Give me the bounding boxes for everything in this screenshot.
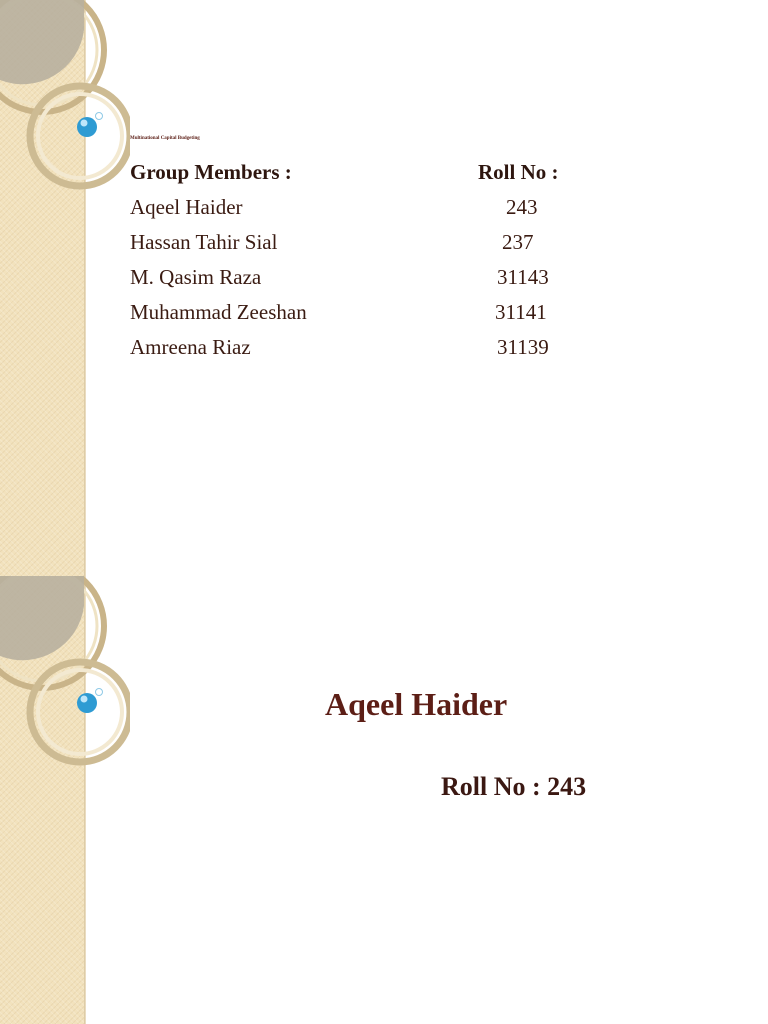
member-roll: 237 [502,230,534,254]
member-roll: 31139 [497,335,549,359]
slide-2 [0,576,768,1024]
group-members-heading: Group Members : [130,160,292,184]
member-roll: 31143 [497,265,549,289]
member-name: M. Qasim Raza [130,265,262,289]
ring-ornament-icon [0,0,130,200]
member-row [130,296,590,331]
blue-bead-icon [77,117,97,137]
member-row [130,331,590,366]
member-name: Hassan Tahir Sial [130,230,278,254]
roll-no-heading: Roll No : [478,160,559,184]
member-name: Aqeel Haider [130,195,243,219]
ring-ornament-icon [0,576,130,776]
member-row [130,191,590,226]
blue-bead-icon [77,693,97,713]
group-members-table [130,156,590,366]
member-name: Muhammad Zeeshan [130,300,307,324]
slide-title: Aqeel Haider [325,686,508,722]
member-row [130,261,590,296]
members-header-row [130,156,590,191]
member-row [130,226,590,261]
roll-number-label: Roll No : 243 [441,772,587,801]
member-roll: 31141 [495,300,547,324]
member-roll: 243 [506,195,538,219]
member-name: Amreena Riaz [130,335,251,359]
presentation-subtitle: Multinational Capital Budgeting [130,136,200,141]
